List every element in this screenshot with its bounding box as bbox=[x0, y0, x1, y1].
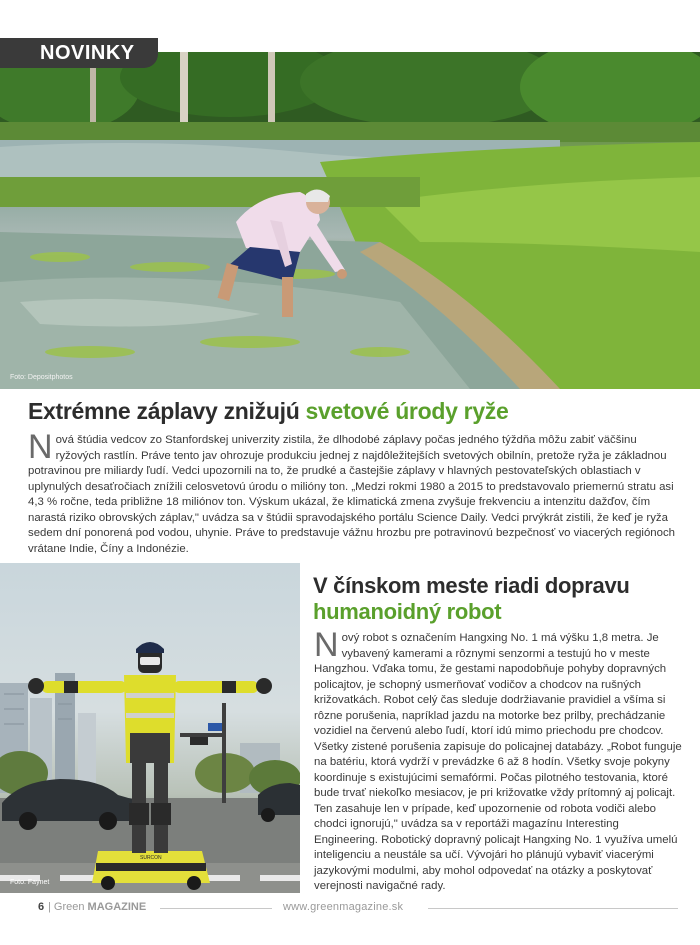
footer-rule-right bbox=[428, 908, 678, 909]
section-label: NOVINKY bbox=[40, 41, 135, 64]
hero-photo-rice-field bbox=[0, 52, 700, 389]
article1-body bbox=[28, 428, 678, 557]
robot-photo-credit: Foto: Faynet bbox=[10, 879, 50, 886]
article2-dropcap: N bbox=[314, 626, 339, 664]
robot-base-label: SURCON bbox=[140, 855, 162, 861]
article1-title-green: svetové úrody ryže bbox=[305, 398, 509, 424]
page-number: 6 bbox=[38, 901, 45, 913]
article2-text: ový robot s označením Hangxing No. 1 má výšku 1,8 metra. Je vybavený kamerami a rôznymi senzormi a testujú ho v meste Hangzhou. Vďaka tomu, že gestami napodobňuje pohyby dopravných policajtov, je schopný usmerňovať vodičov a chodcov na rušných križovatkách. Robot celý čas sleduje dodržiavanie pravidiel a všíma si rôzne porušenia, napríklad jazdu na motorke bez prilby, prechádzanie vozidiel na červenú alebo ľudí, ktorí idú mimo priechodu pre chodcov. Všetky zistené porušenia zapisuje do policajnej databázy. „Robot funguje na batériu, ktorá vydrží v prevádzke 6 až 8 hodín. Všetky svoje pokyny koordinuje s existujúcimi semafórmi. Počas pilotného testovania, ktoré bude trvať niekoľko mesiacov, je pri križovatke vždy prítomný aj policajt. Ten zasahuje len v prípade, keď upozornenie od robota vodiči alebo chodci ignorujú," uvádza sa v reportáži magazínu Interesting Engineering. Robotický dopravný policajt Hangxing No. 1 využíva umelú inteligenciu a neustále sa učí. Vývojári ho plánujú vybaviť viacerými jazykovými modulmi, aby mohol odpovedať na otázky a poskytovať verejnosti navigačné rady. bbox=[314, 632, 682, 892]
article1-title bbox=[28, 398, 509, 425]
article1-text: ová štúdia vedcov zo Stanfordskej univerzity zistila, že dlhodobé záplavy počas jedného týždňa môžu zabiť väčšinu ryžových rastlín. Práve tento jav ohrozuje produkciu jednej z najdôležitejších svetových obilnín, pretože ryža je základnou potravinou pre miliardy ľudí. Vedci upozornili na to, že prudké a častejšie záplavy v hlavných pestovateľských oblastiach v uplynulých desaťročiach znížili celosvetovú úrodu o milióny ton. „Medzi rokmi 1980 a 2015 to predstavovalo priemernú stratu asi 4,3 % ročne, teda približne 18 miliónov ton. Výskum ukázal, že klimatická zmena zvyšuje frekvenciu a intenzitu dažďov, čím narastá riziko obrovských záplav," uvádza sa v štúdii spravodajského portálu Science Daily. Vedci prvýkrát zistili, že keď je ryža sedem dní ponorená pod vodou, uhynie. Práve to predstavuje vážnu hrozbu pre potravinovú bezpečnosť vo viacerých regiónoch vrátane Indie, Číny a Indonézie. bbox=[28, 434, 675, 555]
article2-title bbox=[313, 573, 693, 625]
article2-title-dark: V čínskom meste riadi dopravu bbox=[313, 573, 630, 598]
footer-separator: | bbox=[48, 901, 51, 913]
article2-title-green: humanoidný robot bbox=[313, 599, 502, 624]
robot-photo bbox=[0, 563, 300, 893]
article2-body bbox=[314, 626, 684, 895]
footer-rule-left bbox=[160, 908, 272, 909]
hero-photo-credit: Foto: Depositphotos bbox=[10, 374, 73, 381]
page-footer bbox=[0, 898, 700, 918]
robot-illustration bbox=[0, 563, 300, 893]
article1-title-dark: Extrémne záplavy znižujú bbox=[28, 398, 306, 424]
section-tab bbox=[0, 38, 158, 68]
magazine-name-bold: MAGAZINE bbox=[87, 901, 147, 913]
rice-field-illustration bbox=[0, 52, 700, 389]
footer-url[interactable]: www.greenmagazine.sk bbox=[283, 901, 404, 913]
article1-dropcap: N bbox=[28, 428, 53, 466]
magazine-name bbox=[48, 901, 146, 913]
magazine-name-light: Green bbox=[50, 901, 88, 913]
